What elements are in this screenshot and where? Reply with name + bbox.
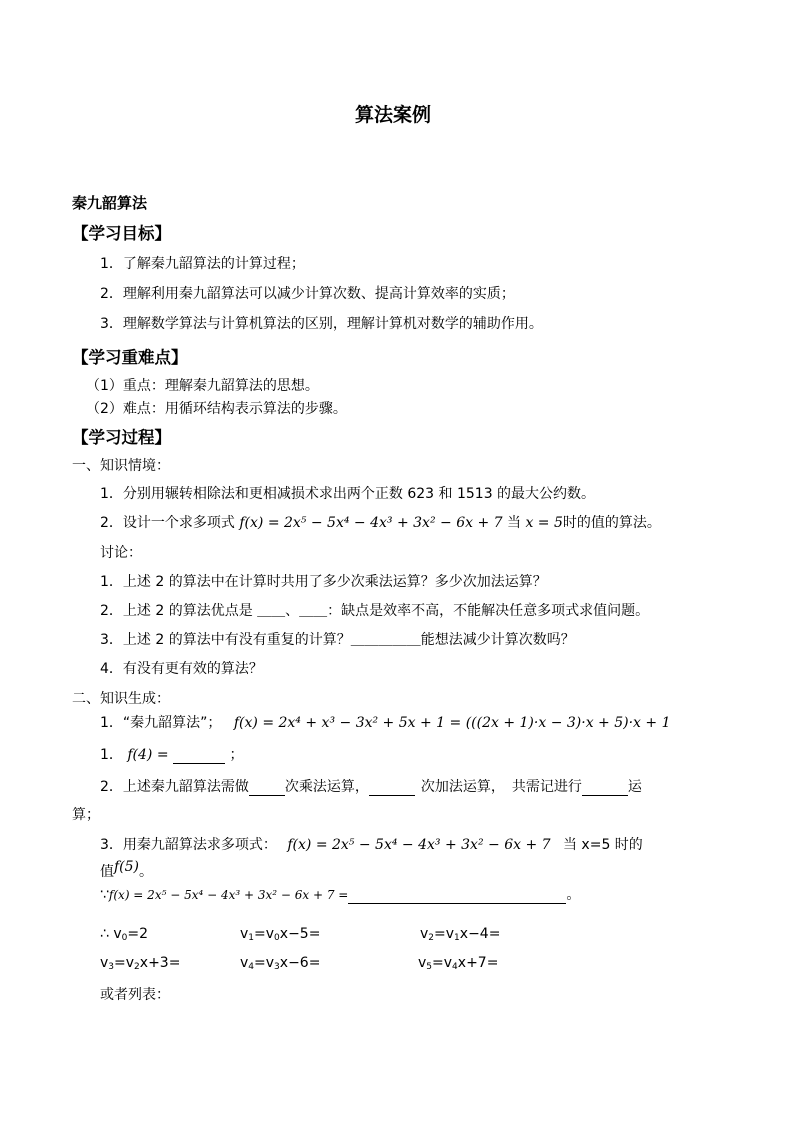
add-count-blank[interactable] [369,781,415,796]
keypoint-item-1: （1）重点：理解秦九韶算法的思想。 [86,378,319,394]
part2-item-3-line2 [100,861,153,881]
part1-item-1: 1．分别用辗转相除法和更相减损术求出两个正数 623 和 1513 的最大公约数。 [100,486,596,502]
discuss-item-1: 1．上述 2 的算法中在计算时共用了多少次乘法运算？多少次加法运算？ [100,574,547,590]
part2-item-1b-prefix: 1． [100,747,123,763]
page-title: 算法案例 [355,104,432,126]
total-ops-blank[interactable] [582,781,628,796]
goal-item-1: 1．了解秦九韶算法的计算过程； [100,256,305,272]
goal-item-3: 3．理解数学算法与计算机算法的区别，理解计算机对数学的辅助作用。 [100,316,543,332]
process-header: 【学习过程】 [72,428,171,447]
part2-item-2-line2: 算； [72,807,100,823]
nested-form-blank[interactable] [348,889,566,904]
qin-nested-formula: f(x) = 2x⁴ + x³ − 3x² + 5x + 1 = (((2x + 1)·x − 3)·x + 5)·x + 1 [233,715,671,731]
part1-item-2-when: 当 [506,515,521,531]
part2-header: 二、知识生成： [72,691,170,707]
because-symbol: ∵ [100,887,109,903]
section-title: 秦九韶算法 [72,194,148,212]
x-condition: x = 5 [525,515,563,531]
therefore-row [100,926,148,943]
polynomial-formula-2: f(x) = 2x⁵ − 5x⁴ − 4x³ + 3x² − 6x + 7 [287,837,551,853]
part2-item-1 [100,712,670,732]
part1-item-2 [100,512,661,532]
part2-item-2-text-d: 运 [627,779,642,795]
v5-step: $v_5=v_4x+7=$ [418,955,499,972]
keypoint-item-2: （2）难点：用循环结构表示算法的步骤。 [86,401,347,417]
goals-header: 【学习目标】 [72,224,171,243]
part2-item-2-text-a: 2．上述秦九韶算法需做 [100,779,249,795]
qin-algorithm-label: 1．“秦九韶算法”； [100,715,222,731]
part1-header: 一、知识情境： [72,458,170,474]
f4-answer-blank[interactable] [173,749,225,764]
part2-item-3-prefix: 3．用秦九韶算法求多项式： [100,837,277,853]
or-list-label: 或者列表： [100,987,170,1003]
mult-count-blank[interactable] [249,781,285,796]
because-line [100,884,580,904]
because-formula: f(x) = 2x⁵ − 5x⁴ − 4x³ + 3x² − 6x + 7 = [108,888,349,902]
goal-item-2: 2．理解利用秦九韶算法可以减少计算次数、提高计算效率的实质； [100,286,515,302]
v2-step: $v_2=v_1x-4=$ [420,926,501,943]
v0-step: $v_0=2$ [113,926,149,943]
part1-item-2-prefix: 2．设计一个求多项式 [100,515,235,531]
part2-item-1b-suffix: ； [229,747,244,763]
value-label: 值 [100,864,114,880]
part2-item-2 [100,776,642,796]
discuss-label: 讨论： [100,545,142,561]
polynomial-formula: f(x) = 2x⁵ − 5x⁴ − 4x³ + 3x² − 6x + 7 [239,515,503,531]
v4-step: $v_4=v_3x-6=$ [240,955,321,972]
discuss-item-4: 4．有没有更有效的算法？ [100,661,263,677]
part2-item-3-when: 当 x=5 时的 [562,837,643,853]
therefore-symbol: ∴ [100,926,109,942]
part2-item-1b [100,744,243,764]
part2-item-3 [100,834,643,854]
part2-item-2-text-b: 次乘法运算， [284,779,369,795]
v3-step: $v_3=v_2x+3=$ [100,955,181,972]
value-period: 。 [139,864,154,880]
part1-item-2-suffix: 时的值的算法。 [562,515,661,531]
v1-step: $v_1=v_0x-5=$ [240,926,321,943]
because-end: 。 [566,887,581,903]
part2-item-2-text-c: 次加法运算， 共需记进行 [420,779,582,795]
keypoints-header: 【学习重难点】 [72,348,188,367]
discuss-item-2: 2．上述 2 的算法优点是 ＿＿、＿＿：缺点是效率不高，不能解决任意多项式求值问题。 [100,603,650,619]
f5-formula: f(5) [114,859,140,875]
discuss-item-3: 3．上述 2 的算法中有没有重复的计算？＿＿＿＿＿能想法减少计算次数吗？ [100,632,575,648]
f4-formula: f(4) = [127,747,169,763]
